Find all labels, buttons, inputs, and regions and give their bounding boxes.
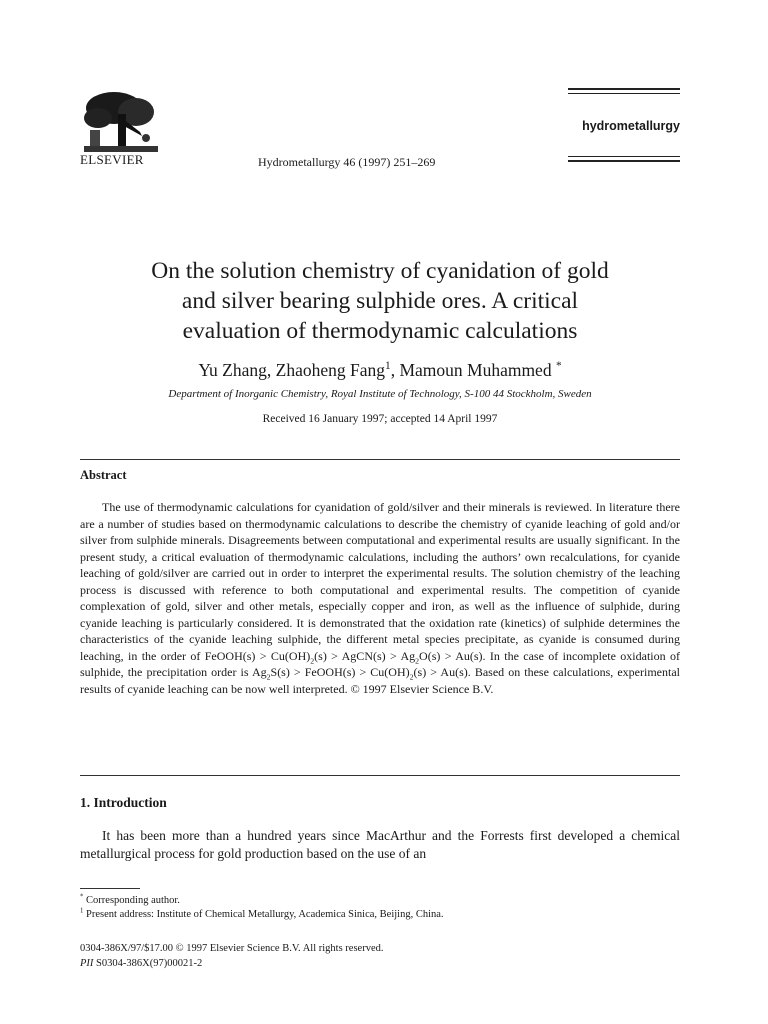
journal-name: hydrometallurgy [582,119,680,133]
footnote-mark-1: 1 [80,907,84,915]
title-line-2: and silver bearing sulphide ores. A critical [181,288,579,314]
author-1: Yu Zhang, [198,360,272,380]
abstract-sub-2: 2 [415,655,420,665]
author-3: Mamoun Muhammed [399,360,552,380]
abstract-heading: Abstract [80,468,127,482]
footnote-mark-star: * [80,893,84,901]
journal-rule-top [568,88,680,90]
author-2: Zhaoheng Fang [275,360,385,380]
journal-rule-bottom [568,160,680,162]
abstract-rule-bottom [80,775,680,776]
title-line-1: On the solution chemistry of cyanidation of gold [151,258,609,284]
footnote-corresponding [80,894,180,907]
abstract-text-2: (s) > AgCN(s) > Ag [314,648,416,663]
footnote-present-address [80,908,444,921]
abstract-sub-1: 2 [310,655,315,665]
author-list: Yu Zhang, Zhaoheng Fang$^1$, Mamoun Muhammed * [198,360,562,380]
abstract-sub-4: 2 [409,672,414,682]
publisher-name: ELSEVIER [80,152,144,167]
abstract-sub-3: 2 [266,672,271,682]
affiliation: Department of Inorganic Chemistry, Royal Institute of Technology, S-100 44 Stockholm, Sweden [168,388,592,400]
abstract-text-3: O(s) > Au(s). In the case of incomplete oxidation of sulphide, the precipitation order is Ag [80,648,680,679]
received-dates: Received 16 January 1997; accepted 14 April 1997 [262,413,498,425]
copyright-line: 0304-386X/97/$17.00 © 1997 Elsevier Science B.V. All rights reserved. [80,943,384,954]
abstract-rule-top [80,459,680,460]
journal-rule-bottom-thin [568,156,680,157]
footnote-rule [80,888,140,889]
paper-title [60,256,700,346]
introduction-paragraph: It has been more than a hundred years since MacArthur and the Forrests first developed a chemical metallurgical process for gold production based on the use of an [80,828,680,861]
journal-rule-top-thin [568,93,680,94]
author-3-footnote-mark: * [555,360,562,373]
pii-value: S0304-386X(97)00021-2 [96,958,203,969]
pii-label: PII [80,958,94,969]
pii-line [80,957,202,971]
elsevier-tree-logo-icon [80,88,162,154]
author-2-footnote-mark: 1 [385,360,391,373]
section-heading-introduction: 1. Introduction [80,795,167,810]
abstract-text-5: (s) > Au(s). Based on these calculations, experimental results of cyanide leaching can be now well interpreted. © 1997 Elsevier Science B.V. [80,665,680,696]
footnote-text-2: Present address: Institute of Chemical Metallurgy, Academica Sinica, Beijing, China. [86,909,444,920]
journal-citation: Hydrometallurgy 46 (1997) 251–269 [258,155,436,169]
abstract-text-4: S(s) > FeOOH(s) > Cu(OH) [270,665,410,679]
footnote-text-1: Corresponding author. [86,895,180,906]
title-line-3: evaluation of thermodynamic calculations [182,318,578,344]
abstract-text-1: The use of thermodynamic calculations for cyanidation of gold/silver and their minerals is reviewed. In literature there are a number of studies based on thermodynamic calculations to describe the chemistry of cyanide leaching of gold and/or silver from sulphide minerals. Disagreements between computational and experimental results are usually significant. In the present study, a critical evaluation of thermodynamic calculations, including the authors’ own recalculations, for cyanide leaching of gold/silver are carried out in order to interpret the experimental results. The solution chemistry of the leaching process is discussed with reference to both computational and experimental results. The competition of cyanide complexation of gold, silver and other metals, especially copper and iron, as well as the influence of sulphide, during cyanide leaching is particularly considered. It is demonstrated that the oxidation rate (kinetics) of sulphide determines the characteristics of the cyanide leaching sulphide, the different metal species precipitate, as cyanide is consumed during leaching, in the order of FeOOH(s) > Cu(OH) [80,500,680,663]
abstract-body [80,499,680,697]
